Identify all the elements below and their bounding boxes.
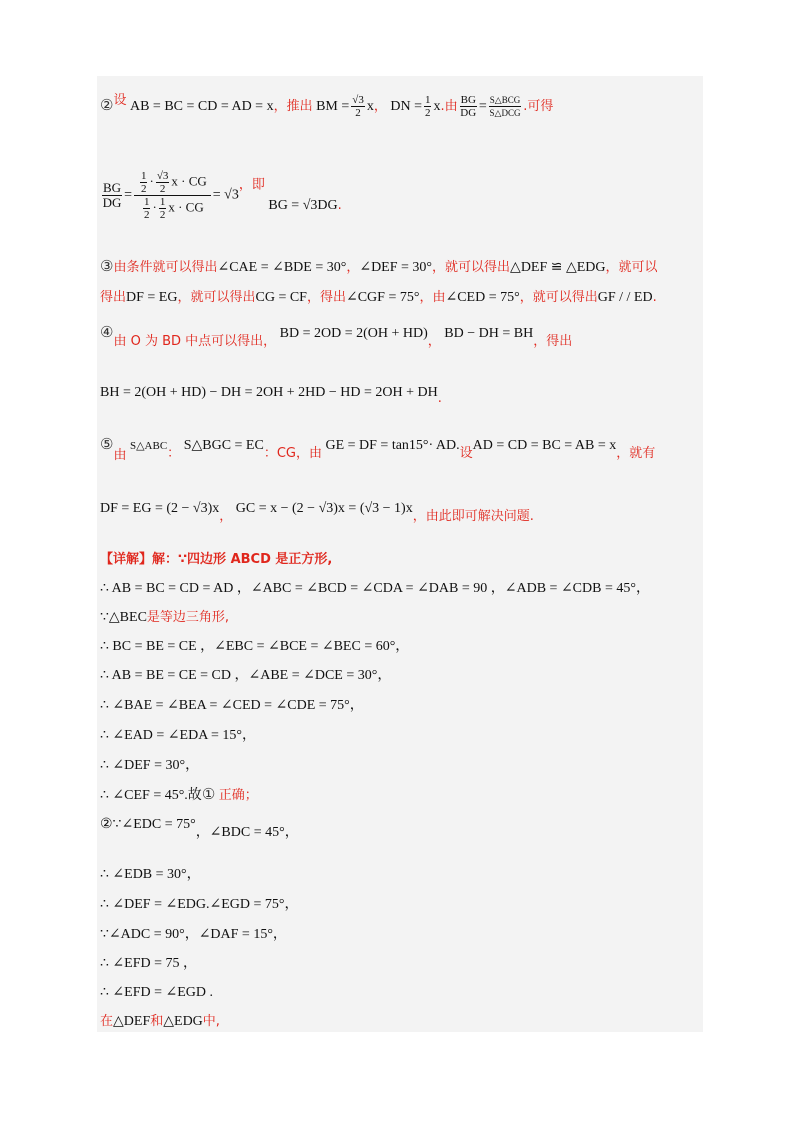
item4-line1: ④由 O 为 BD 中点可以得出， BD = 2OD = 2(OH + HD)， BD − DH = BH，得出 [100,325,573,349]
detail-line8: ∴ ∠CEF = 45°.故① 正确； [100,787,258,803]
detail-line14: ∴ ∠EFD = ∠EGD . [100,985,213,1000]
item2-rhs: = √3 [212,187,239,203]
item4-marker: ④ [100,325,114,341]
detail-line9: ②∵∠EDC = 75°，∠BDC = 45°， [100,817,299,840]
item4-math2: BD − DH = BH [444,326,534,341]
item5-math3: GE = DF = tan15°· AD. [325,438,460,453]
detail-line15: 在△DEF和△EDG中, [100,1014,220,1029]
item2-compound-fraction: $\frac{1}{2}$ · $\frac{√3}{2}$ x · CG $\frac{1}{2}$ · $\frac{1}{2}$ x · CG [134,170,211,221]
item2-text5: .可得 [523,99,554,114]
item2-math6: BG = √3DG [268,197,338,213]
item4-math1: BD = 2OD = 2(OH + HD) [279,326,428,341]
item2-bg-dg-fraction: $\frac{BG}{DG}$ [460,94,477,120]
item5-math4: AD = CD = BC = AB = x [472,438,617,453]
item5-line1: ⑤由 S△ABC： S△BGC = EC：CG，由 GE = DF = tan15°· AD.设AD = CD = BC = AB = x，就有 [100,437,656,463]
item3-math9: GF / / ED [597,290,653,305]
detail-line3: ∴ BC = BE = CE ，∠EBC = ∠BCE = ∠BEC = 60°， [100,639,410,654]
detail-line11: ∴ ∠DEF = ∠EDG.∠EGD = 75°， [100,897,299,912]
item3-math8: ∠CED = 75° [445,290,520,305]
detail-line13: ∴ ∠EFD = 75 ， [100,956,197,971]
item3-line2: 得出DF = EG，就可以得出CG = CF，得出∠CGF = 75°，由∠CED = 75°，就可以得出GF / / ED. [100,290,657,305]
item2-dn-label: DN = [390,99,422,114]
item2-line1: ②设 AB = BC = CD = AD = x，推出 BM = $\frac{√3}{2}$ x， DN = $\frac{1}{2}$ x.由 $\frac{BG}{DG}$ = $\frac{\text{S△BCG}}{\text{S△DCG}}$ .可得 [100,93,554,120]
item5-line2: DF = EG = (2 − √3)x， GC = x − (2 − √3)x = (√3 − 1)x，由此即可解决问题. [100,501,534,524]
item2-dn-fraction: $\frac{1}{2}$ [424,94,431,120]
item3-math5: DF = EG [126,290,178,305]
item2-text1: 设 [113,93,127,108]
item3-math2: ∠DEF = 30° [359,260,433,275]
detail-line10: ∴ ∠EDB = 30°， [100,867,201,882]
item2-bm-fraction: $\frac{√3}{2}$ [352,94,364,120]
item3-math3: △DEF ≌ △EDG [510,260,606,275]
item2-text4: .由 [440,99,458,114]
detail-heading: 【详解】解：∵四边形 ABCD 是正方形, [100,552,333,567]
item2-math1: AB = BC = CD = AD = x [129,99,274,114]
item5-math6: GC = x − (2 − √3)x = (√3 − 1)x [235,501,413,516]
item4-line2: BH = 2(OH + HD) − DH = 2OH + 2HD − HD = 2OH + DH. [100,385,442,406]
item3-math7: ∠CGF = 75° [345,290,420,305]
item5-marker: ⑤ [100,437,114,453]
item3-marker: ③ [100,259,114,275]
item2-marker: ② [100,98,114,114]
detail-line2: ∵△BEC是等边三角形, [100,610,230,625]
item2-text3: ， [373,99,387,114]
item2-bm-label: BM = [316,99,350,114]
detail-line12: ∵∠ADC = 90°，∠DAF = 15°， [100,927,287,942]
item5-math2: S△BGC = EC [183,438,264,453]
detail-line4: ∴ AB = BE = CE = CD ，∠ABE = ∠DCE = 30°， [100,668,392,683]
item3-math6: CG = CF [255,290,307,305]
item3-line1: ③由条件就可以得出∠CAE = ∠BDE = 30°，∠DEF = 30°，就可以得出△DEF ≌ △EDG，就可以 [100,259,658,275]
detail-line1: ∴ AB = BC = CD = AD ，∠ABC = ∠BCD = ∠CDA = ∠DAB = 90 ，∠ADB = ∠CDB = 45°， [100,581,650,596]
detail-line7: ∴ ∠DEF = 30°， [100,758,200,773]
item2-text2: ，推出 [273,99,313,114]
item2-area-fraction: $\frac{\text{S△BCG}}{\text{S△DCG}}$ [489,95,521,119]
item4-math3: BH = 2(OH + HD) − DH = 2OH + 2HD − HD = 2OH + DH [100,385,438,400]
item2-lhs-fraction: $\frac{BG}{DG}$ [102,180,122,210]
item5-math1: S△ABC [129,440,168,452]
item5-math5: DF = EG = (2 − √3)x [100,501,220,516]
detail-line5: ∴ ∠BAE = ∠BEA = ∠CED = ∠CDE = 75°， [100,698,364,713]
detail-line6: ∴ ∠EAD = ∠EDA = 15°， [100,728,257,743]
item2-text6: ，即 [238,177,265,193]
item3-math1: ∠CAE = ∠BDE = 30° [217,260,347,275]
item2-line2: $\frac{BG}{DG}$ = $\frac{1}{2}$ · $\frac{√3}{2}$ x · CG $\frac{1}{2}$ · $\frac{1}{2}$ x · CG = √3，即 BG = √3DG. [102,170,342,221]
